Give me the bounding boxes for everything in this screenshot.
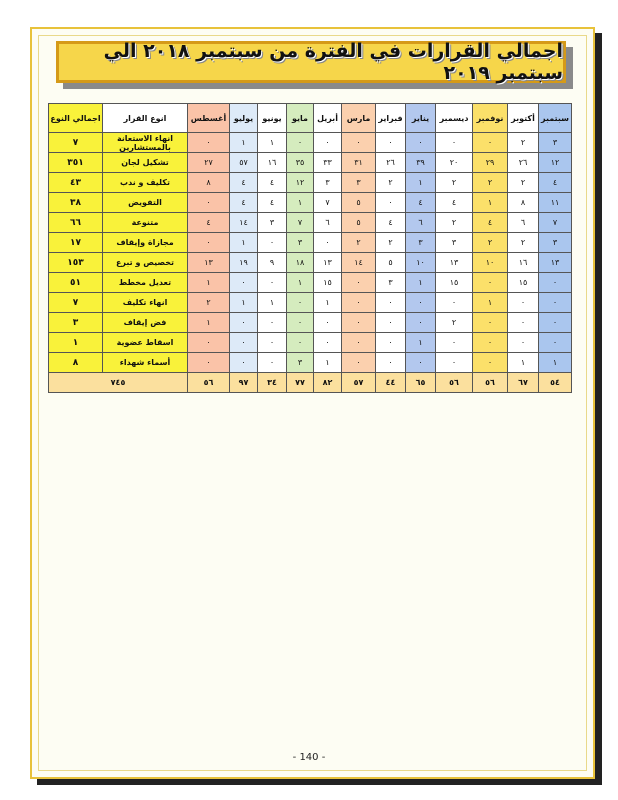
value-cell: ٠ [258,233,287,253]
month-sum-cell: ٧٧ [287,373,314,393]
value-cell: ٠ [342,353,376,373]
value-cell: ١٢ [287,173,314,193]
value-cell: ٠ [508,313,539,333]
table-row [49,253,572,273]
decision-type-cell: أسماء شهداء [103,353,188,373]
value-cell: ١٥ [508,273,539,293]
type-total-cell: ١٧ [49,233,103,253]
type-total-cell: ١٥٣ [49,253,103,273]
value-cell: ٠ [230,273,258,293]
value-cell: ٠ [188,333,230,353]
decision-type-cell: تكليف و ندب [103,173,188,193]
value-cell: ٥ [342,193,376,213]
value-cell: ٠ [258,273,287,293]
value-cell: ١ [314,293,342,313]
value-cell: ٠ [287,333,314,353]
value-cell: ٣ [539,133,572,153]
value-cell: ١٤ [342,253,376,273]
value-cell: ١ [230,233,258,253]
value-cell: ٠ [314,133,342,153]
value-cell: ١١ [539,193,572,213]
month-sum-cell: ٨٢ [314,373,342,393]
value-cell: ٢ [508,233,539,253]
value-cell: ١٣ [436,253,473,273]
value-cell: ٣ [406,233,436,253]
value-cell: ٠ [436,133,473,153]
value-cell: ٠ [436,353,473,373]
title-box [56,41,566,83]
decision-type-cell: انهاء الاستعانة بالمستشارين [103,133,188,153]
value-cell: ٠ [406,313,436,333]
value-cell: ٢ [376,173,406,193]
table-row [49,333,572,353]
value-cell: ٠ [406,353,436,373]
value-cell: ١ [473,193,508,213]
value-cell: ١٢ [539,153,572,173]
value-cell: ٤ [188,213,230,233]
value-cell: ٠ [287,293,314,313]
value-cell: ٠ [508,293,539,313]
value-cell: ٥ [342,213,376,233]
value-cell: ٢ [508,133,539,153]
value-cell: ٠ [539,333,572,353]
value-cell: ٤ [436,193,473,213]
value-cell: ٤ [539,173,572,193]
month-sum-cell: ٦٧ [508,373,539,393]
value-cell: ١٣ [188,253,230,273]
value-cell: ١٠ [473,253,508,273]
month-sum-cell: ٥٧ [342,373,376,393]
header-month: مايو [287,104,314,133]
month-sum-cell: ٤٤ [376,373,406,393]
value-cell: ٥ [376,253,406,273]
value-cell: ٧ [314,193,342,213]
grand-total-cell: ٧٤٥ [49,373,188,393]
value-cell: ٣٣ [314,153,342,173]
value-cell: ٠ [287,313,314,333]
value-cell: ٣٩ [406,153,436,173]
value-cell: ١٥ [314,273,342,293]
value-cell: ٣ [539,233,572,253]
type-total-cell: ٣٨ [49,193,103,213]
value-cell: ٠ [539,293,572,313]
value-cell: ١ [230,293,258,313]
value-cell: ٠ [539,313,572,333]
value-cell: ١ [508,353,539,373]
value-cell: ١ [473,293,508,313]
value-cell: ١ [287,273,314,293]
value-cell: ٠ [342,133,376,153]
value-cell: ٢ [473,173,508,193]
value-cell: ٠ [376,293,406,313]
header-month: نوفمبر [473,104,508,133]
value-cell: ٢ [436,173,473,193]
value-cell: ٠ [342,273,376,293]
table-row [49,313,572,333]
month-sum-cell: ٥٦ [188,373,230,393]
value-cell: ٠ [376,333,406,353]
decision-type-cell: التفويض [103,193,188,213]
value-cell: ٠ [314,233,342,253]
month-sum-cell: ٦٥ [406,373,436,393]
header-month: يناير [406,104,436,133]
value-cell: ٠ [342,333,376,353]
type-total-cell: ٣٥١ [49,153,103,173]
header-month: فبراير [376,104,406,133]
value-cell: ١٠ [406,253,436,273]
monthly-sum-row [49,373,572,393]
value-cell: ٠ [314,333,342,353]
decision-type-cell: مجازاة وإيقاف [103,233,188,253]
decision-type-cell: متنوعة [103,213,188,233]
value-cell: ٣ [342,173,376,193]
type-total-cell: ٦٦ [49,213,103,233]
value-cell: ٤ [473,213,508,233]
value-cell: ٦ [508,213,539,233]
month-sum-cell: ٥٦ [473,373,508,393]
decision-type-cell: تعديل مخطط [103,273,188,293]
header-type: انوع القرار [103,104,188,133]
value-cell: ٠ [342,313,376,333]
value-cell: ٠ [287,133,314,153]
value-cell: ٤ [376,213,406,233]
header-total: اجمالي النوع [49,104,103,133]
value-cell: ٥٧ [230,153,258,173]
value-cell: ٠ [314,313,342,333]
value-cell: ٤ [258,173,287,193]
value-cell: ١٦ [508,253,539,273]
value-cell: ٢ [508,173,539,193]
header-month: أغسطس [188,104,230,133]
value-cell: ٠ [436,293,473,313]
value-cell: ٣٥ [287,153,314,173]
header-month: أكتوبر [508,104,539,133]
value-cell: ٦ [406,213,436,233]
value-cell: ١٣ [314,253,342,273]
value-cell: ٠ [406,133,436,153]
month-sum-cell: ٣٤ [258,373,287,393]
table-row [49,353,572,373]
value-cell: ٠ [473,133,508,153]
table-row [49,293,572,313]
value-cell: ٠ [188,133,230,153]
value-cell: ٢ [376,233,406,253]
value-cell: ٣ [376,273,406,293]
value-cell: ٠ [539,273,572,293]
decisions-table [48,103,572,393]
value-cell: ٠ [188,353,230,373]
value-cell: ٢٦ [508,153,539,173]
table-row [49,193,572,213]
value-cell: ٢٠ [436,153,473,173]
value-cell: ٠ [230,313,258,333]
type-total-cell: ٧ [49,293,103,313]
header-row [49,104,572,133]
value-cell: ١ [188,313,230,333]
month-sum-cell: ٥٤ [539,373,572,393]
type-total-cell: ٣ [49,313,103,333]
value-cell: ٢٩ [473,153,508,173]
value-cell: ٠ [436,333,473,353]
value-cell: ٢٧ [188,153,230,173]
value-cell: ١٩ [230,253,258,273]
header-month: يوليو [230,104,258,133]
value-cell: ٢ [188,293,230,313]
value-cell: ٣ [287,233,314,253]
header-month: أبريل [314,104,342,133]
value-cell: ٢ [342,233,376,253]
decision-type-cell: تخصيص و تبرع [103,253,188,273]
value-cell: ٠ [230,353,258,373]
value-cell: ٦ [314,213,342,233]
value-cell: ٣١ [342,153,376,173]
value-cell: ٠ [473,273,508,293]
value-cell: ٠ [406,293,436,313]
value-cell: ٩ [258,253,287,273]
header-month: سبتمبر [539,104,572,133]
month-sum-cell: ٥٦ [436,373,473,393]
header-month: مارس [342,104,376,133]
value-cell: ٨ [188,173,230,193]
table-row [49,213,572,233]
value-cell: ٠ [258,313,287,333]
value-cell: ٨ [508,193,539,213]
value-cell: ٠ [258,353,287,373]
table-row [49,173,572,193]
month-sum-cell: ٩٧ [230,373,258,393]
decision-type-cell: انهاء تكليف [103,293,188,313]
value-cell: ٢ [436,313,473,333]
type-total-cell: ١ [49,333,103,353]
value-cell: ٣ [258,213,287,233]
value-cell: ١ [406,173,436,193]
value-cell: ٤ [258,193,287,213]
page-title: اجمالي القرارات في الفترة من سبتمبر ٢٠١٨ الي سبتمبر ٢٠١٩ [103,40,563,84]
value-cell: ٠ [188,193,230,213]
type-total-cell: ٧ [49,133,103,153]
value-cell: ٧ [539,213,572,233]
value-cell: ١ [406,333,436,353]
value-cell: ٠ [473,353,508,373]
value-cell: ٠ [473,333,508,353]
value-cell: ٠ [376,353,406,373]
value-cell: ٤ [406,193,436,213]
value-cell: ٠ [258,333,287,353]
value-cell: ٣ [287,353,314,373]
table-row [49,153,572,173]
value-cell: ١ [258,293,287,313]
value-cell: ٢ [436,213,473,233]
value-cell: ٢٦ [376,153,406,173]
value-cell: ٣ [314,173,342,193]
value-cell: ١ [287,193,314,213]
value-cell: ٠ [376,133,406,153]
table-row [49,273,572,293]
value-cell: ٠ [508,333,539,353]
value-cell: ١٤ [230,213,258,233]
decision-type-cell: اسقاط عضوية [103,333,188,353]
value-cell: ١ [539,353,572,373]
value-cell: ٠ [342,293,376,313]
value-cell: ٠ [473,313,508,333]
value-cell: ٢ [473,233,508,253]
type-total-cell: ٤٣ [49,173,103,193]
header-month: يونيو [258,104,287,133]
value-cell: ٠ [376,193,406,213]
table-row [49,233,572,253]
header-month: ديسمبر [436,104,473,133]
value-cell: ٣ [436,233,473,253]
type-total-cell: ٨ [49,353,103,373]
value-cell: ٤ [230,193,258,213]
value-cell: ٠ [230,333,258,353]
value-cell: ١ [406,273,436,293]
type-total-cell: ٥١ [49,273,103,293]
table-row [49,133,572,153]
value-cell: ٠ [376,313,406,333]
decision-type-cell: فض إيقاف [103,313,188,333]
value-cell: ١٦ [258,153,287,173]
page-number: - 140 - [292,752,326,763]
value-cell: ١ [314,353,342,373]
value-cell: ١٥ [436,273,473,293]
value-cell: ٧ [287,213,314,233]
value-cell: ١٣ [539,253,572,273]
decision-type-cell: تشكيل لجان [103,153,188,173]
value-cell: ٤ [230,173,258,193]
value-cell: ١ [230,133,258,153]
value-cell: ١ [188,273,230,293]
value-cell: ٠ [188,233,230,253]
value-cell: ١٨ [287,253,314,273]
value-cell: ١ [258,133,287,153]
